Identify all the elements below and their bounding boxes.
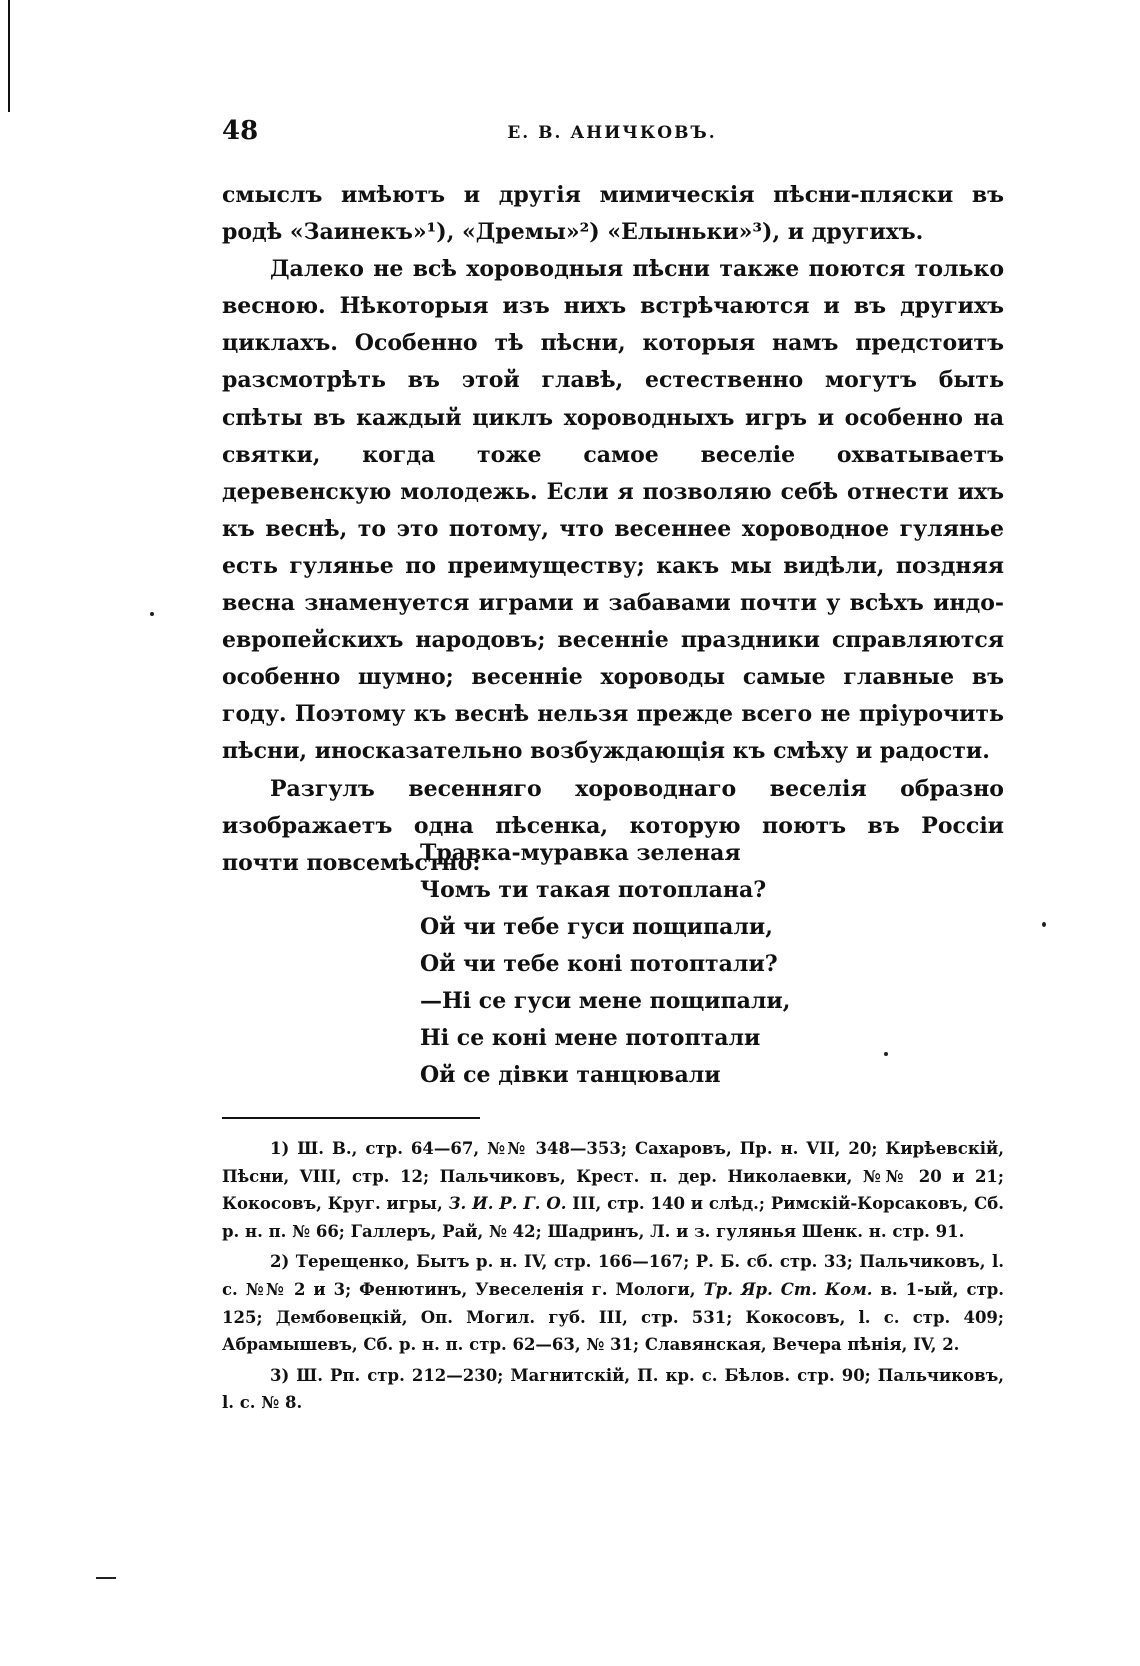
page-number: 48 [222, 116, 259, 146]
page-header [222, 116, 1002, 152]
verse-block [420, 835, 790, 1094]
verse-line: Ні се коні мене потоптали [420, 1025, 761, 1051]
paragraph: Разгулъ весенняго хороводнаго веселія образно изображаетъ одна пѣсенка, которую поютъ въ Россіи почти повсемѣстно: [222, 775, 1004, 876]
verse-line: Чомъ ти такая потоплана? [420, 877, 767, 903]
footnote-2 [222, 1248, 1004, 1358]
paragraph: Далеко не всѣ хороводныя пѣсни также поются только весною. Нѣкоторыя изъ нихъ встрѣчаются и въ другихъ циклахъ. Особенно тѣ пѣсни, которыя намъ предстоитъ разсмотрѣть въ этой главѣ, естественно могутъ быть спѣты въ каждый циклъ хороводныхъ игръ и особенно на святки, когда тоже самое веселіе охватываетъ деревенскую молодежь. Если я позволяю себѣ отнести ихъ къ веснѣ, то это потому, что весеннее хороводное гулянье есть гулянье по преимуществу; какъ мы видѣли, поздняя весна знаменуется играми и забавами почти у всѣхъ индо-европейскихъ народовъ; весенніе праздники справляются особенно шумно; весенніе хороводы самые главные въ году. Поэтому къ веснѣ нельзя прежде всего не пріурочить пѣсни, иносказательно возбуждающія къ смѣху и радости. [222, 256, 1004, 765]
verse-line: —Ні се гуси мене пощипали, [420, 988, 791, 1014]
footnote-italic-title: З. И. Р. Г. О. [448, 1194, 567, 1214]
scan-speck [884, 1052, 888, 1056]
running-head: Е. В. АНИЧКОВЪ. [507, 123, 717, 143]
footnote-text: в. 1-ый, стр. 125; Дембовецкій, Оп. Могил. губ. III, стр. 531; Кокосовъ, l. c. стр. 409; Абрамышевъ, Сб. р. н. п. стр. 62—63, № 31; Славянская, Вечера пѣнія, IV, 2. [222, 1279, 1004, 1355]
scan-dash-mark [96, 1577, 116, 1579]
paragraph: смыслъ имѣютъ и другія мимическія пѣсни-пляски въ родѣ «Заинекъ»¹), «Дремы»²) «Елыньки»³), и другихъ. [222, 182, 1004, 246]
footnote-text: III, стр. 140 и слѣд.; Римскій-Корсаковъ, Сб. р. н. п. № 66; Галлеръ, Рай, № 42; Шадринъ, Л. и з. гулянья Шенк. н. стр. 91. [222, 1194, 1004, 1241]
verse-line: Ой чи тебе гуси пощипали, [420, 914, 773, 940]
scan-edge-rule [8, 0, 10, 112]
footnote-3: 3) Ш. Рп. стр. 212—230; Магнитскій, П. кр. с. Бѣлов. стр. 90; Пальчиковъ, l. c. № 8. [222, 1365, 1004, 1413]
main-text [222, 177, 1004, 882]
footnote-1 [222, 1135, 1004, 1245]
footnote-text: 1) Ш. В., стр. 64—67, №№ 348—353; Сахаровъ, Пр. н. VII, 20; Кирѣевскій, Пѣсни, VIII, стр. 12; Пальчиковъ, Крест. п. дер. Николаевки, №№ 20 и 21; Кокосовъ, Круг. игры, [222, 1139, 1004, 1214]
footnote-italic-title: Тр. Яр. Ст. Ком. [703, 1279, 873, 1299]
footnote-separator [222, 1117, 480, 1119]
verse-line: Ой чи тебе коні потоптали? [420, 951, 778, 977]
footnotes [222, 1135, 1004, 1417]
verse-line: Ой се дівки танцювали [420, 1062, 721, 1088]
footnote-text: 2) Терещенко, Бытъ р. н. IV, стр. 166—167; Р. Б. сб. стр. 33; Пальчиковъ, l. c. №№ 2 и 3; Фенютинъ, Увеселенія г. Мологи, [222, 1252, 1004, 1299]
verse-line: Травка-муравка зеленая [420, 840, 741, 866]
scan-speck [1042, 922, 1046, 927]
scan-speck [150, 612, 154, 616]
